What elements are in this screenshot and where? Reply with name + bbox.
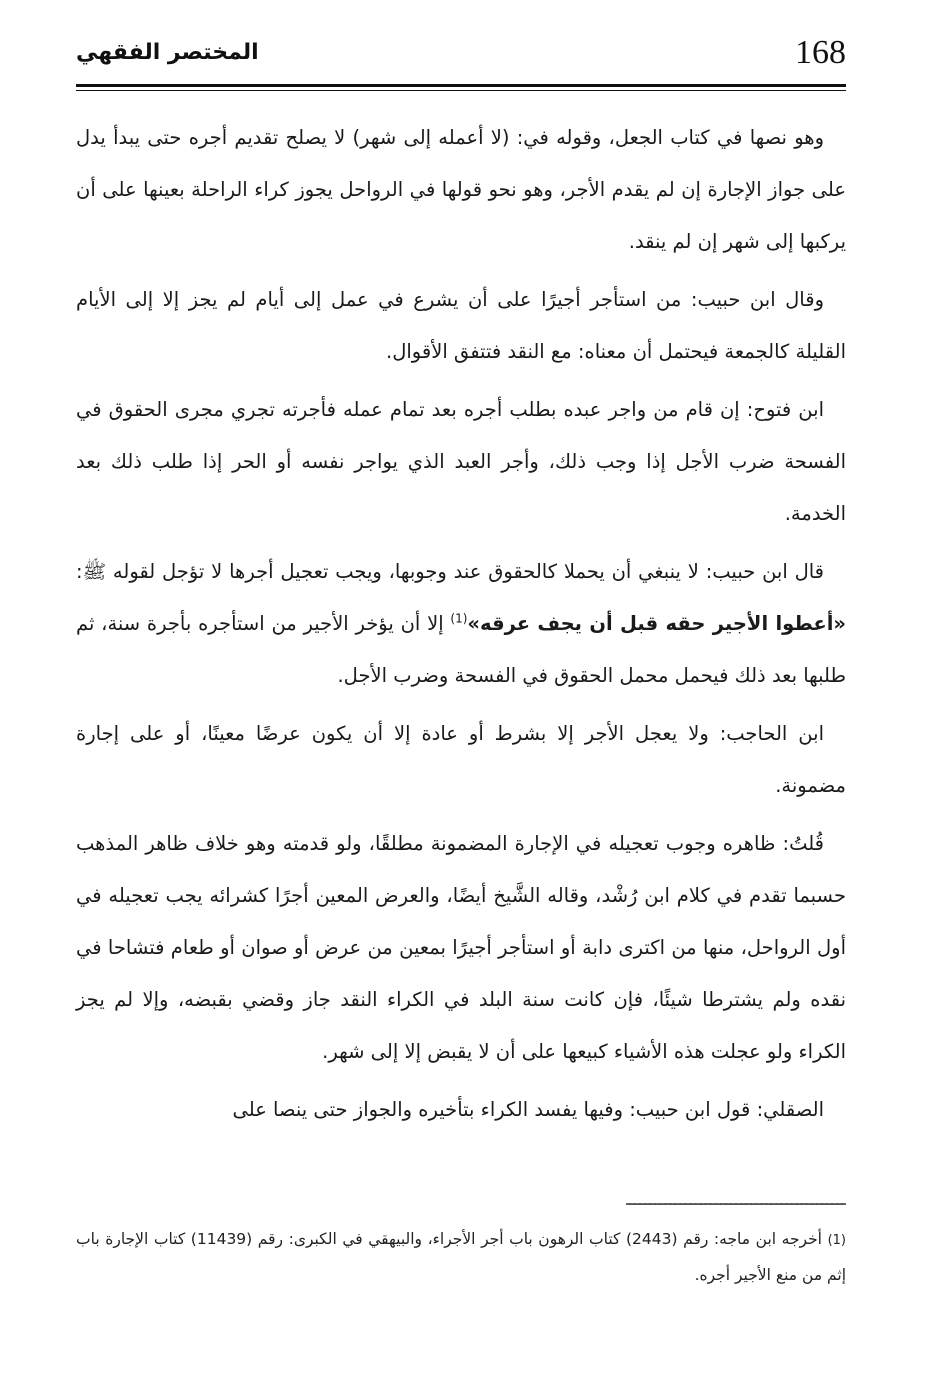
paragraph-qult [76, 818, 846, 1078]
main-text [76, 112, 846, 1172]
paragraph-text: ظاهره وجوب تعجيله في الإجارة المضمونة مطلقًا، ولو قدمته وهو خلاف ظاهر المذهب حسبما تقدم في كلام ابن رُشْد، وقاله الشَّيخ أيضًا، والعرض المعين أجرًا كشرائه يجب تعجيله في أول الرواحل، منها من اكترى دابة أو استأجر أجيرًا بمعين من عرض أو صوان أو طعام فتشاحا في نقده ولم يشترطا شيئًا، فإن كانت سنة البلد في الكراء النقد جاز وقضي بقبضه، وإلا لم يجز الكراء ولو عجلت هذه الأشياء كبيعها على أن لا يقبض إلا إلى شهر. [76, 832, 846, 1063]
paragraph-text: إلا أن يؤخر الأجير من استأجره بأجرة سنة، ثم طلبها بعد ذلك فيحمل محمل الحقوق في الفسحة وضرب الأجل. [76, 612, 846, 687]
page-header [76, 28, 846, 92]
footnote-reference: (1) [450, 611, 468, 626]
footnote-marker: (1) [827, 1233, 846, 1248]
header-rule-thick [76, 84, 846, 87]
footnote-text: أخرجه ابن ماجه: رقم (2443) كتاب الرهون باب أجر الأجراء، والبيهقي في الكبرى: رقم (11439) كتاب الإجارة باب إثم من منع الأجير أجره. [76, 1230, 846, 1284]
footnote-separator [626, 1203, 846, 1205]
header-rule-thin [76, 90, 846, 91]
paragraph: وقال ابن حبيب: من استأجر أجيرًا على أن يشرع في عمل إلى أيام لم يجز إلا إلى الأيام القليلة كالجمعة فيحتمل أن معناه: مع النقد فتتفق الأقوال. [76, 288, 846, 363]
qult-label: قُلتُ: [782, 832, 824, 855]
paragraph-text: قال ابن حبيب: لا ينبغي أن يحملا كالحقوق عند وجوبها، ويجب تعجيل أجرها لا تؤجل لقوله ﷺ: [76, 560, 824, 583]
paragraph: الصقلي: قول ابن حبيب: وفيها يفسد الكراء بتأخيره والجواز حتى ينصا على [232, 1098, 824, 1121]
paragraph: ابن الحاجب: ولا يعجل الأجر إلا بشرط أو عادة إلا أن يكون عرضًا معينًا، أو على إجارة مضمونة. [76, 722, 846, 797]
page-number: 168 [795, 34, 846, 71]
hadith-quote: «أعطوا الأجير حقه قبل أن يجف عرقه» [467, 612, 846, 635]
footnote [76, 1222, 846, 1292]
running-title: المختصر الفقهي [76, 40, 259, 65]
paragraph: ابن فتوح: إن قام من واجر عبده بطلب أجره بعد تمام عمله فأجرته تجري مجرى الحقوق في الفسحة ضرب الأجل إذا وجب ذلك، وأجر العبد الذي يواجر نفسه أو الحر إذا طلب ذلك بعد الخدمة. [76, 398, 846, 525]
paragraph-hadith [76, 546, 846, 702]
paragraph: وهو نصها في كتاب الجعل، وقوله في: (لا أعمله إلى شهر) لا يصلح تقديم أجره حتى يبدأ يدل على جواز الإجارة إن لم يقدم الأجر، وهو نحو قولها في الرواحل يجوز كراء الراحلة بعينها على أن يركبها إلى شهر إن لم ينقد. [76, 126, 846, 253]
